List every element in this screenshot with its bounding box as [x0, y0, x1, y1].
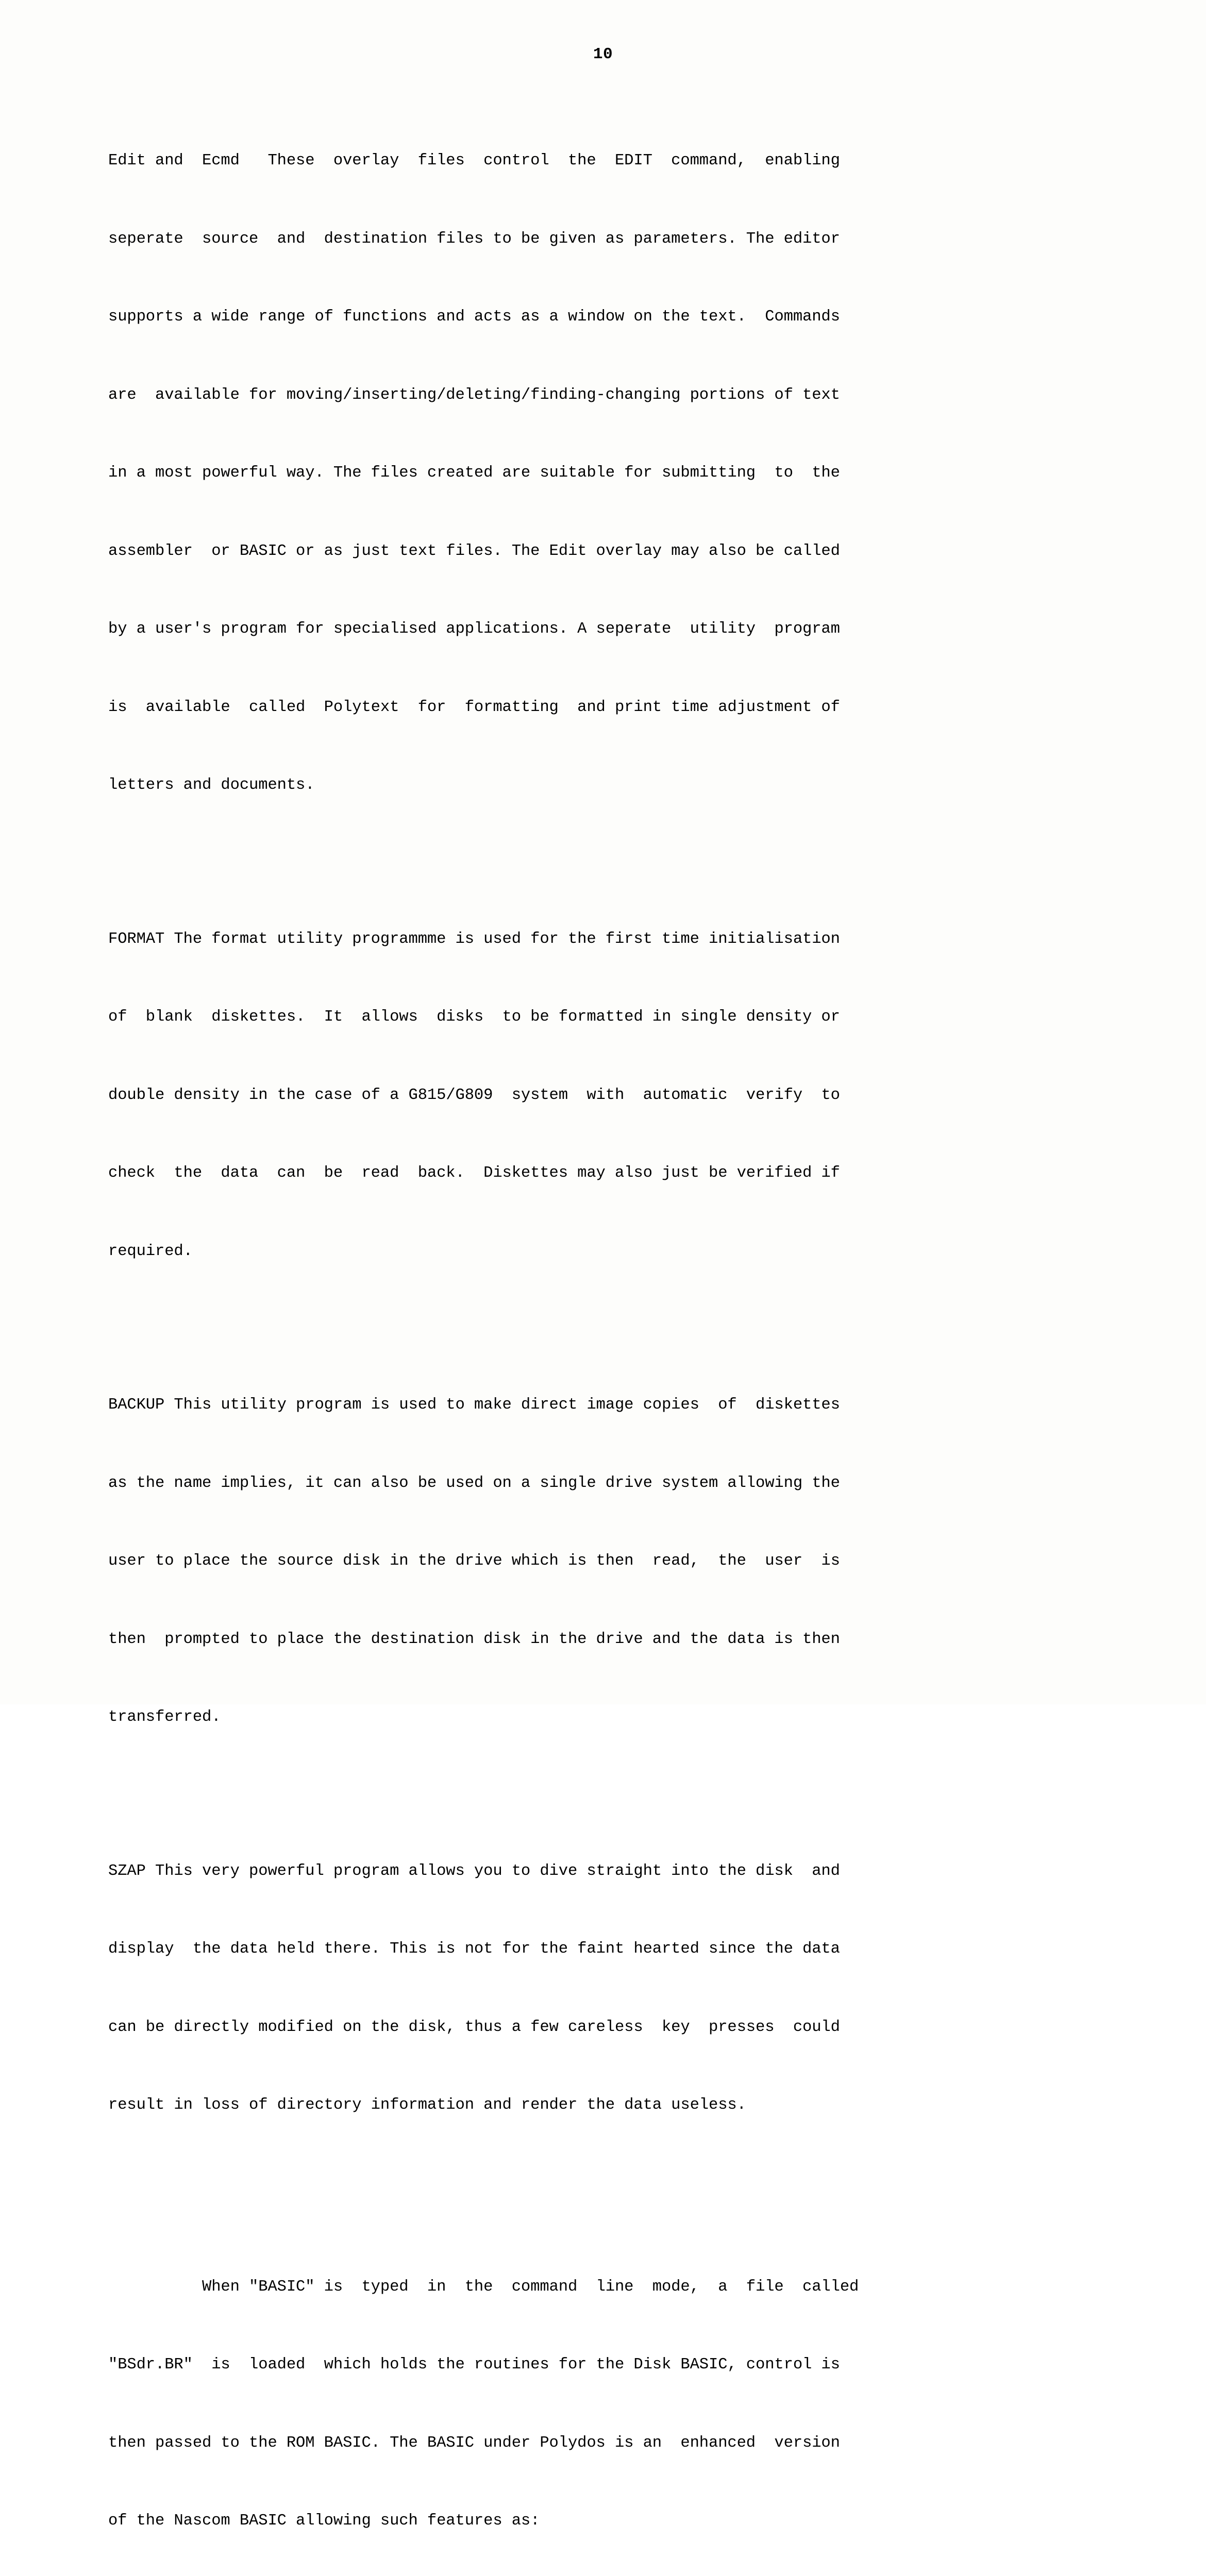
text-line: assembler or BASIC or as just text files. The Edit overlay may also be called — [108, 538, 1113, 565]
paragraph-backup — [108, 1340, 1113, 1783]
text-line: transferred. — [108, 1704, 1113, 1731]
text-line: Edit and Ecmd These overlay files control the EDIT command, enabling — [108, 148, 1113, 174]
paragraph-format — [108, 874, 1113, 1317]
text-line: of the Nascom BASIC allowing such features as: — [108, 2508, 1113, 2534]
text-line: as the name implies, it can also be used on a single drive system allowing the — [108, 1470, 1113, 1497]
text-line: in a most powerful way. The files created are suitable for submitting to the — [108, 460, 1113, 486]
text-line: of blank diskettes. It allows disks to be formatted in single density or — [108, 1004, 1113, 1030]
paragraph-szap — [108, 1806, 1113, 2171]
text-line: can be directly modified on the disk, thus a few careless key presses could — [108, 2014, 1113, 2041]
text-line: display the data held there. This is not for the faint hearted since the data — [108, 1936, 1113, 1962]
text-line: SZAP This very powerful program allows you to dive straight into the disk and — [108, 1858, 1113, 1885]
text-line: result in loss of directory information and render the data useless. — [108, 2092, 1113, 2119]
text-line: BACKUP This utility program is used to make direct image copies of diskettes — [108, 1392, 1113, 1418]
text-line: "BSdr.BR" is loaded which holds the routines for the Disk BASIC, control is — [108, 2352, 1113, 2378]
text-line: are available for moving/inserting/deleting/finding-changing portions of text — [108, 382, 1113, 409]
text-line: is available called Polytext for formatting and print time adjustment of — [108, 694, 1113, 721]
text-line: user to place the source disk in the drive which is then read, the user is — [108, 1548, 1113, 1574]
text-line: When "BASIC" is typed in the command line mode, a file called — [108, 2274, 1113, 2300]
text-line: letters and documents. — [108, 772, 1113, 799]
paragraph-basic-intro — [108, 2222, 1113, 2576]
page-content — [108, 96, 1113, 2576]
text-line: double density in the case of a G815/G809 system with automatic verify to — [108, 1082, 1113, 1109]
text-line: then prompted to place the destination disk in the drive and the data is then — [108, 1626, 1113, 1653]
text-line: seperate source and destination files to be given as parameters. The editor — [108, 226, 1113, 252]
text-line: check the data can be read back. Diskettes may also just be verified if — [108, 1160, 1113, 1187]
vertical-spacer — [108, 2194, 1113, 2222]
page-number: 10 — [0, 45, 1206, 63]
text-line: then passed to the ROM BASIC. The BASIC under Polydos is an enhanced version — [108, 2430, 1113, 2456]
text-line: FORMAT The format utility programmme is used for the first time initialisation — [108, 926, 1113, 953]
text-line: required. — [108, 1239, 1113, 1265]
text-line: by a user's program for specialised applications. A seperate utility program — [108, 616, 1113, 642]
paragraph-edit-ecmd — [108, 96, 1113, 851]
text-line: supports a wide range of functions and acts as a window on the text. Commands — [108, 304, 1113, 330]
